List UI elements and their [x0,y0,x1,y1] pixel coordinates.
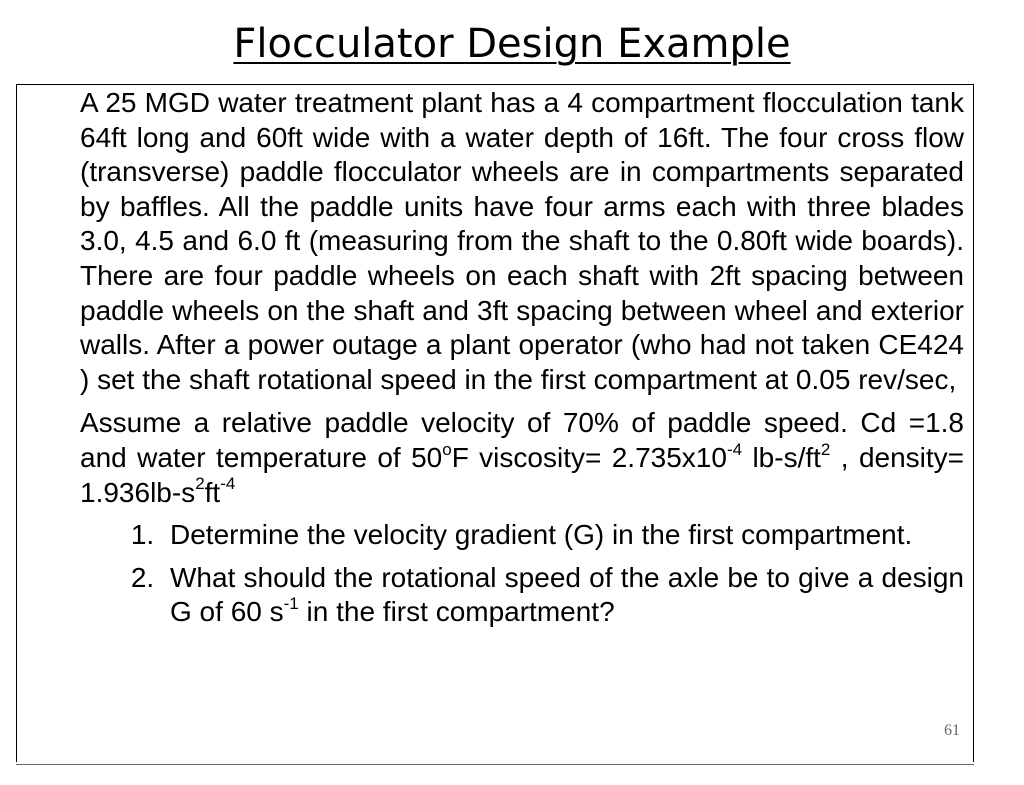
question-2-text-b: in the first compartment? [298,596,615,628]
assumption-text-3: lb-s/ft [742,441,821,473]
frame-divider [16,764,974,765]
question-2-text-a: What should the rotational speed of the axle be to give a design G of 60 s [170,561,964,628]
assumption-text-1: Assume a relative paddle velocity of 70% of paddle speed. Cd =1.8 and water temperature of 50 [80,407,964,473]
inverse-seconds-exponent: -1 [283,593,299,613]
viscosity-exponent: -4 [726,439,743,459]
slide-title: Flocculator Design Example [233,21,791,67]
problem-statement: A 25 MGD water treatment plant has a 4 compartment flocculation tank 64ft long and 60ft wide with a water depth of 16ft. The four cross flow (transverse) paddle flocculator wheels are in compartments separated by baffles. All the paddle units have four arms each with three blades 3.0, 4.5 and 6.0 ft (measuring from the shaft to the 0.80ft wide boards). There are four paddle wheels on each shaft with 2ft spacing between paddle wheels on the shaft and 3ft spacing between wheel and exterior walls. After a power outage a plant operator (who had not taken CE424 ) set the shaft rotational speed in the first compartment at 0.05 rev/sec, [80,87,964,395]
assumption-text-4: , density= 1.936lb-s [80,441,965,508]
s-squared-exponent: 2 [195,474,205,494]
assumption-text-2: F viscosity= 2.735x10 [451,441,727,473]
slide-body [80,86,964,630]
degree-superscript: o [442,439,452,459]
assumptions-paragraph [80,406,964,510]
assumption-text-5: ft [204,476,221,508]
question-1: 1. Determine the velocity gradient (G) in the first compartment. [162,518,964,553]
question-2 [162,561,964,630]
page-number: 61 [944,722,960,739]
ft-neg4-exponent: -4 [220,474,236,494]
question-list [80,518,964,630]
ft-squared-exponent: 2 [820,439,831,459]
